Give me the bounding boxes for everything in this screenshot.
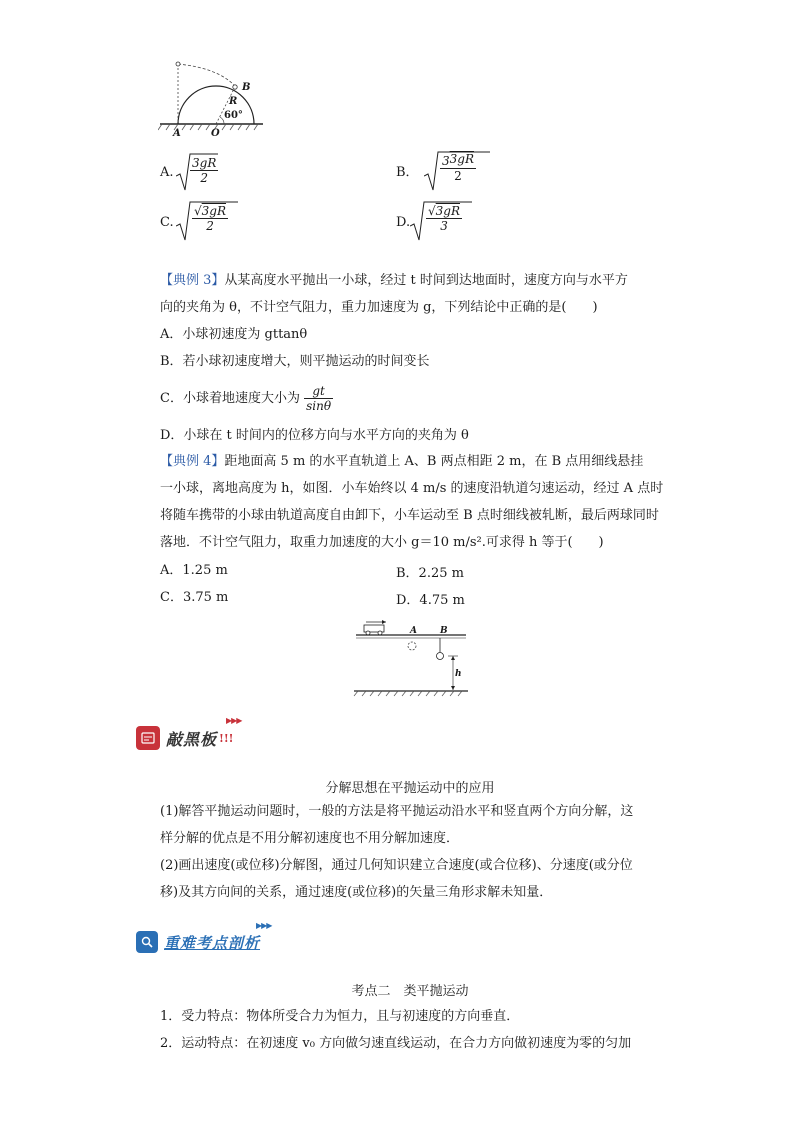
tips-p1-line1: (1)解答平抛运动问题时，一般的方法是将平抛运动沿水平和竖直两个方向分解，这 [160, 804, 634, 819]
fraction-denominator: 3 [440, 219, 448, 233]
prev-option-b-fraction [440, 154, 476, 183]
magnifier-icon [136, 931, 158, 953]
knock-board-mark: !!! [219, 731, 234, 745]
prev-option-d-fraction [426, 204, 462, 233]
fraction-numerator: 33gR [442, 152, 474, 168]
fig1-label-angle: 60° [224, 110, 243, 121]
prev-option-c-fraction [192, 204, 228, 233]
point2-item1: 1．受力特点：物体所受合力为恒力，且与初速度的方向垂直． [160, 1009, 520, 1024]
tips-p2-line2: 移)及其方向间的关系，通过速度(或位移)的矢量三角形求解未知量． [160, 885, 553, 900]
example3-text: 从某高度水平抛出一小球，经过 t 时间到达地面时，速度方向与水平方 [224, 273, 628, 288]
example4-option-d: D．4.75 m [396, 593, 465, 608]
knock-board-banner [136, 726, 234, 750]
fraction-numerator: √3gR [428, 204, 461, 218]
example3-option-b: B．若小球初速度增大，则平抛运动的时间变长 [160, 354, 430, 369]
prev-option-d-label: D. [396, 215, 411, 230]
knock-board-title: 敲黑板 [166, 729, 218, 749]
key-points-banner [136, 931, 260, 953]
fraction-denominator: 2 [454, 169, 462, 183]
triple-arrow-icon: ▶▶▶ [256, 921, 272, 930]
fig1-label-o: O [211, 128, 220, 139]
key-points-title: 重难考点剖析 [164, 933, 261, 952]
tips-heading: 分解思想在平抛运动中的应用 [325, 781, 495, 796]
fraction-denominator: sinθ [306, 399, 332, 413]
fig1-label-a: A [173, 128, 181, 139]
example4-line1 [160, 453, 643, 471]
example3-option-c-fraction [304, 384, 333, 413]
fig2-label-b: B [440, 626, 448, 636]
example4-line2: 一小球，离地高度为 h，如图．小车始终以 4 m/s 的速度沿轨道匀速运动，经过 A 点时 [160, 481, 664, 496]
prev-option-a-fraction [190, 156, 218, 185]
example3-option-d: D．小球在 t 时间内的位移方向与水平方向的夹角为 θ [160, 428, 469, 443]
tips-p1-line2: 样分解的优点是不用分解初速度也不用分解加速度． [160, 831, 460, 846]
example3-option-c [160, 384, 333, 413]
fraction-numerator: 3gR [192, 156, 217, 170]
point2-item2: 2．运动特点：在初速度 v₀ 方向做匀速直线运动，在合力方向做初速度为零的匀加 [160, 1036, 632, 1051]
triple-arrow-icon: ▶▶▶ [226, 716, 242, 725]
fraction-denominator: 2 [206, 219, 214, 233]
example4-option-a: A．1.25 m [160, 563, 228, 578]
example4-line3: 将随车携带的小球由轨道高度自由卸下，小车运动至 B 点时细线被轧断，最后两球同时 [160, 508, 659, 523]
fig1-label-r: R [229, 96, 238, 107]
example4-text: 距地面高 5 m 的水平直轨道上 A、B 两点相距 2 m，在 B 点用细线悬挂 [224, 454, 644, 469]
fraction-denominator: 2 [200, 171, 208, 185]
fig2-label-a: A [410, 626, 417, 636]
example4-option-b: B．2.25 m [396, 566, 464, 581]
prev-option-b-label: B． [396, 165, 419, 180]
example3-line1 [160, 272, 628, 290]
example3-option-c-text: C．小球着地速度大小为 [160, 391, 300, 406]
example3-option-a: A．小球初速度为 gttanθ [160, 327, 308, 342]
tips-p2-line1: (2)画出速度(或位移)分解图，通过几何知识建立合速度(或合位移)、分速度(或分位 [160, 858, 633, 873]
example4-option-c: C．3.75 m [160, 590, 229, 605]
prev-option-c-label: C. [160, 215, 174, 230]
fig2-label-h: h [455, 669, 462, 679]
fraction-numerator: √3gR [194, 204, 227, 218]
fraction-numerator: gt [304, 384, 333, 399]
point2-heading: 考点二 类平抛运动 [351, 984, 469, 999]
example3-line2: 向的夹角为 θ，不计空气阻力，重力加速度为 g，下列结论中正确的是( ) [160, 300, 598, 315]
example4-tag: 【典例 4】 [160, 454, 225, 469]
prev-option-a-label: A. [160, 165, 174, 180]
example3-tag: 【典例 3】 [160, 273, 225, 288]
fig1-label-b: B [242, 82, 251, 93]
example4-line4: 落地．不计空气阻力，取重力加速度的大小 g＝10 m/s².可求得 h 等于( ) [160, 535, 604, 550]
board-icon [136, 726, 160, 750]
